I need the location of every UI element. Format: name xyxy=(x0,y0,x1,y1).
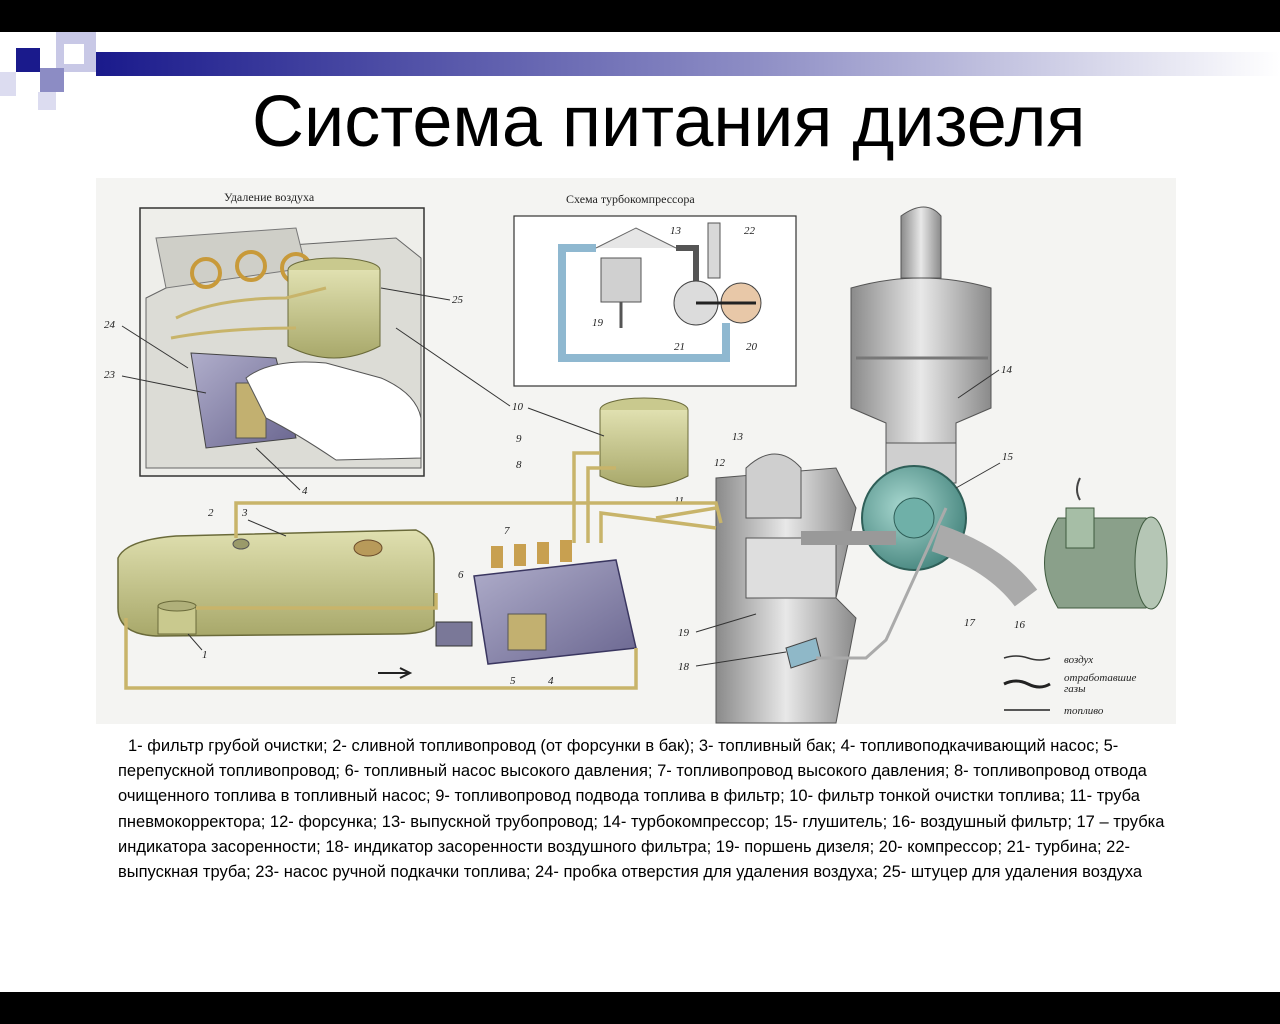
callout-13-inset: 13 xyxy=(670,225,681,237)
callout-12: 12 xyxy=(714,457,725,469)
callout-24: 24 xyxy=(104,319,115,331)
callout-6: 6 xyxy=(458,569,464,581)
diesel-fuel-system-diagram xyxy=(96,178,1176,724)
callout-19: 19 xyxy=(678,627,689,639)
legend-exhaust-2: газы xyxy=(1064,683,1086,695)
top-black-bar xyxy=(0,0,1280,32)
callout-23: 23 xyxy=(104,369,115,381)
callout-21: 21 xyxy=(674,341,685,353)
callout-9: 9 xyxy=(516,433,522,445)
callout-17: 17 xyxy=(964,617,975,629)
callout-13: 13 xyxy=(732,431,743,443)
callout-14: 14 xyxy=(1001,364,1012,376)
callout-4: 4 xyxy=(548,675,554,687)
inset-turbo-scheme xyxy=(514,192,796,386)
legend-caption xyxy=(118,734,1208,885)
inset-air-removal xyxy=(104,190,464,497)
callout-15: 15 xyxy=(1002,451,1013,463)
callout-4-inset: 4 xyxy=(302,485,308,497)
callout-20: 20 xyxy=(746,341,757,353)
legend-fuel: топливо xyxy=(1064,705,1104,717)
callout-1: 1 xyxy=(202,649,208,661)
callout-8: 8 xyxy=(516,459,522,471)
callout-25: 25 xyxy=(452,294,463,306)
callout-16: 16 xyxy=(1014,619,1025,631)
callout-22: 22 xyxy=(744,225,755,237)
slide-title: Система питания дизеля xyxy=(252,82,1086,162)
inset-air-removal-title: Удаление воздуха xyxy=(224,190,315,204)
callout-19-inset: 19 xyxy=(592,317,603,329)
callout-2: 2 xyxy=(208,507,214,519)
bottom-black-bar xyxy=(0,992,1280,1024)
legend-exhaust-1: отработавшие xyxy=(1064,672,1137,684)
callout-5: 5 xyxy=(510,675,516,687)
caption-text: 1- фильтр грубой очистки; 2- сливной топливопровод (от форсунки в бак); 3- топливный бак; 4- топливоподкачивающий насос; 5- перепускной топливопровод; 6- топливный насос высокого давления; 7- топливопровод высокого давления; 8- топливопровод отвода очищенного топлива в топливный насос; 9- топливопровод подвода топлива в фильтр; 10- фильтр тонкой очистки топлива; 11- труба пневмокорректора; 12- форсунка; 13- выпускной трубопровод; 14- турбокомпрессор; 15- глушитель; 16- воздушный фильтр; 17 – трубка индикатора засоренности; 18- индикатор засоренности воздушного фильтра; 19- поршень дизеля; 20- компрессор; 21- турбина; 22- выпускная труба; 23- насос ручной подкачки топлива; 24- пробка отверстия для удаления воздуха; 25- штуцер для удаления воздуха xyxy=(118,737,1165,882)
callout-18: 18 xyxy=(678,661,689,673)
inset-turbo-title: Схема турбокомпрессора xyxy=(566,192,695,206)
callout-10: 10 xyxy=(512,401,523,413)
callout-3: 3 xyxy=(242,507,248,519)
callout-11: 11 xyxy=(674,495,685,507)
callout-7: 7 xyxy=(504,525,510,537)
legend-air: воздух xyxy=(1064,654,1094,666)
